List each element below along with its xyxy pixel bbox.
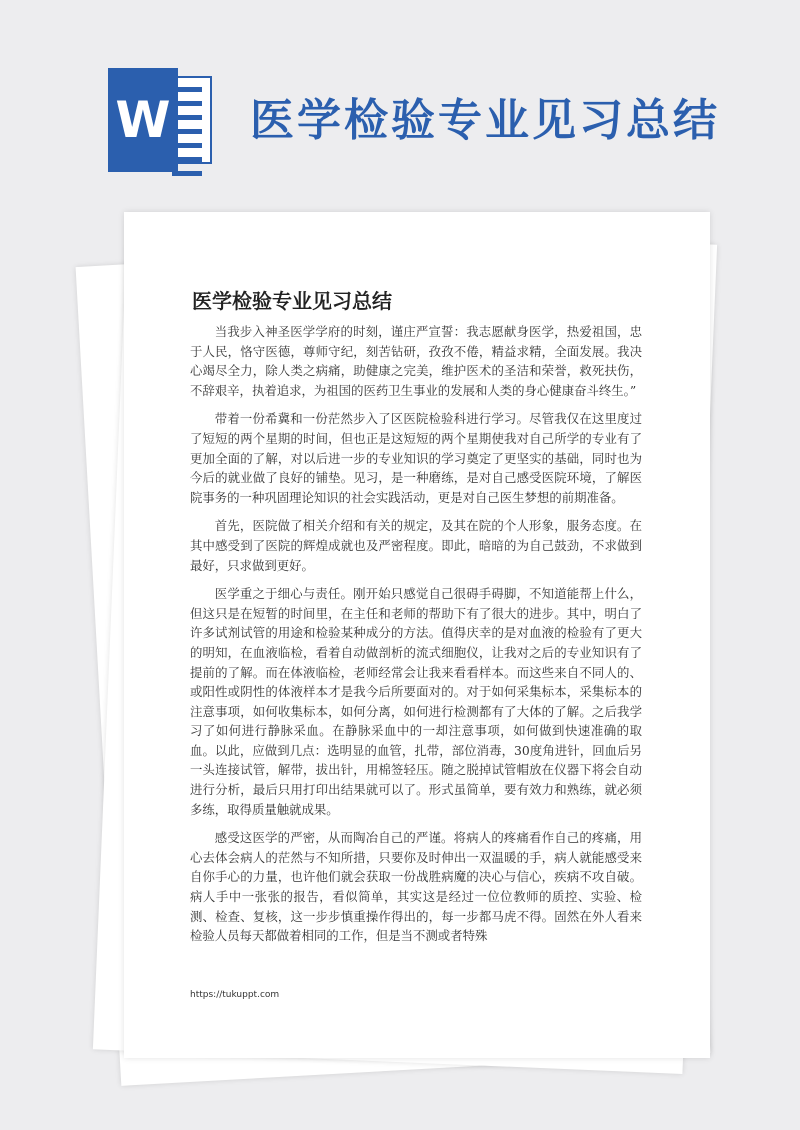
banner-title: 医学检验专业见习总结 xyxy=(250,95,720,146)
footer-url[interactable]: https://tukuppt.com xyxy=(190,990,280,1000)
document-title: 医学检验专业见习总结 xyxy=(192,289,392,313)
word-document-icon xyxy=(108,68,212,172)
document-body xyxy=(190,322,642,955)
paragraph-5: 感受这医学的严密，从而陶冶自己的严谨。将病人的疼痛看作自己的疼痛，用心去体会病人的茫然与不知所措，只要你及时伸出一双温暖的手，病人就能感受来自你手心的力量，也许他们就会获取一份战胜病魔的决心与信心，疾病不攻自破。病人手中一张张的报告，看似简单，其实这是经过一位位教师的质控、实验、检测、检查、复核，这一步步慎重操作得出的，每一步都马虎不得。固然在外人看来检验人员每天都做着相同的工作，但是当不测或者特殊 xyxy=(190,830,642,944)
paragraph-3: 首先，医院做了相关介绍和有关的规定，及其在院的个人形象，服务态度。在其中感受到了医院的辉煌成就也及严密程度。即此，暗暗的为自己鼓劲，不求做到最好，只求做到更好。 xyxy=(190,518,642,573)
paragraph-2: 带着一份希冀和一份茫然步入了区医院检验科进行学习。尽管我仅在这里度过了短短的两个星期的时间，但也正是这短短的两个星期使我对自己所学的专业有了更加全面的了解，对以后进一步的专业知识的学习奠定了更坚实的基础，同时也为今后的就业做了良好的铺垫。见习，是一种磨练，是对自己感受医院环境，了解医院事务的一种巩固理论知识的社会实践活动，更是对自己医生梦想的前期准备。 xyxy=(190,411,642,505)
header-banner xyxy=(0,0,800,200)
paragraph-1: 当我步入神圣医学学府的时刻，谨庄严宣誓：我志愿献身医学，热爱祖国，忠于人民，恪守医德，尊师守纪，刻苦钻研，孜孜不倦，精益求精，全面发展。我决心竭尽全力，除人类之病痛，助健康之完美，维护医术的圣洁和荣誉，救死扶伤，不辞艰辛，执着追求，为祖国的医药卫生事业的发展和人类的身心健康奋斗终生。” xyxy=(190,324,642,398)
paragraph-4: 医学重之于细心与责任。刚开始只感觉自己很碍手碍脚，不知道能帮上什么，但这只是在短暂的时间里，在主任和老师的帮助下有了很大的进步。其中，明白了许多试剂试管的用途和检验某种成分的方法。值得庆幸的是对血液的检验有了更大的明知，在血液临检，看着自动做剖析的流式细胞仪，让我对之后的专业知识有了提前的了解。而在体液临检，老师经常会让我来看看样本。而这些来自不同人的、或阳性或阴性的体液样本才是我今后所要面对的。对于如何采集标本，采集标本的注意事项，如何收集标本，如何分离，如何进行检测都有了大体的了解。之后我学习了如何进行静脉采血。在静脉采血中的一却注意事项，如何做到快速准确的取血。以此，应做到几点：选明显的血管，扎带，部位消毒，30度角进针，回血后另一头连接试管，解带，拔出针，用棉签轻压。随之脱掉试管帽放在仪器下将会自动进行分析，最后只用打印出结果就可以了。形式虽简单，要有效力和熟练，就必须多练，取得质量触就成果。 xyxy=(190,586,642,817)
word-icon-letter: W xyxy=(108,68,178,172)
